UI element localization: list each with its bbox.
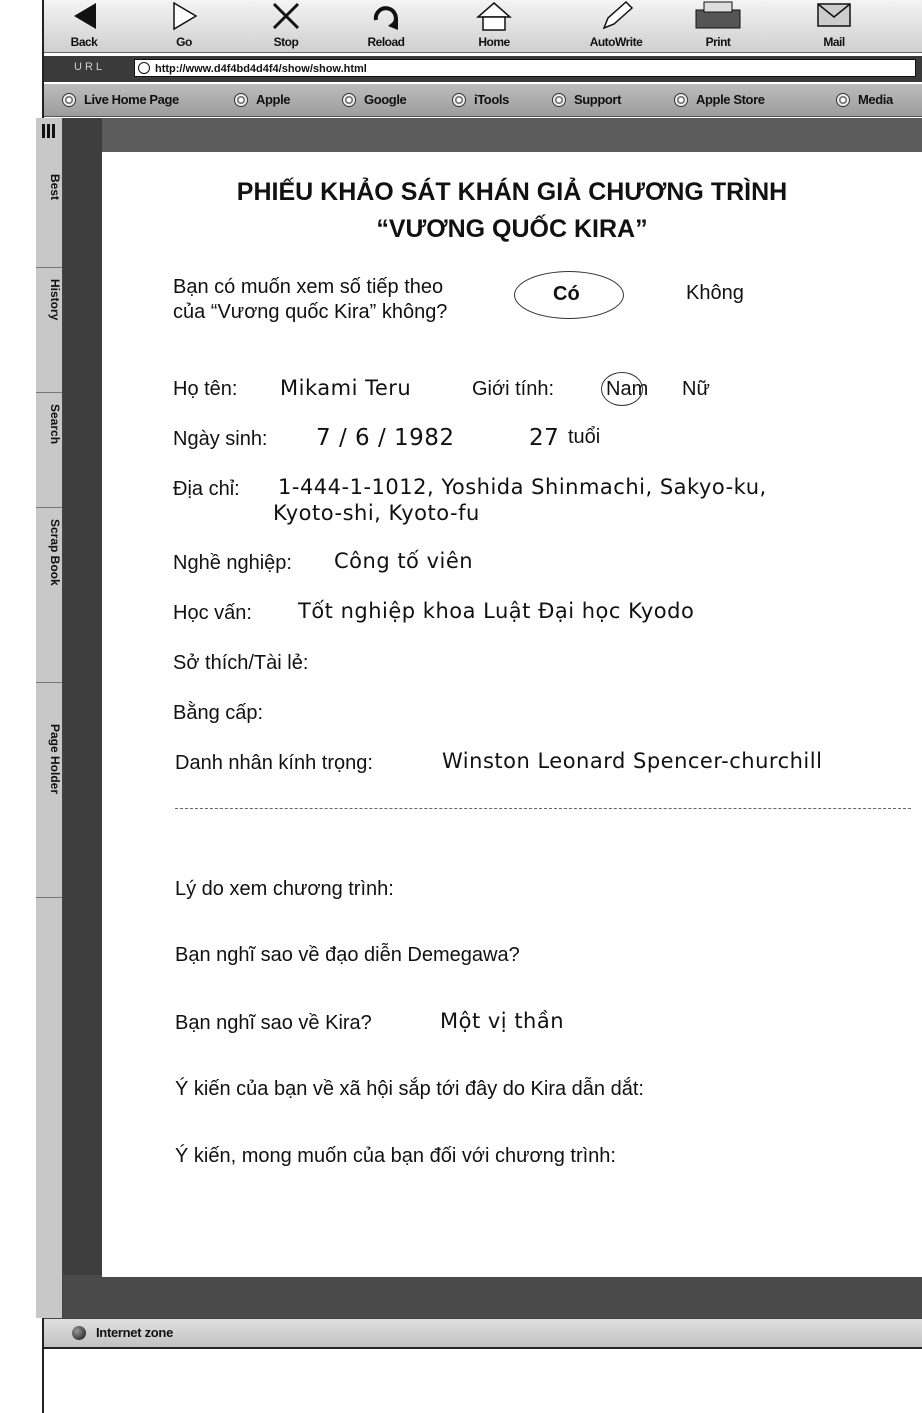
bookmark-icon — [674, 93, 688, 107]
answer-kira: Một vị thần — [440, 1009, 565, 1033]
url-label: URL — [74, 61, 106, 73]
bookmark-icon — [552, 93, 566, 107]
stop-icon — [266, 0, 306, 32]
reload-icon — [366, 0, 406, 32]
education-label: Học vấn: — [173, 602, 252, 624]
hobby-label: Sở thích/Tài lẻ: — [173, 652, 309, 674]
gender-male[interactable]: Nam — [606, 378, 649, 400]
admired-person-label: Danh nhân kính trọng: — [175, 752, 373, 774]
printer-icon — [692, 0, 744, 32]
gender-female[interactable]: Nữ — [682, 378, 710, 400]
browser-toolbar — [44, 0, 922, 53]
bookmark-icon — [342, 93, 356, 107]
bookmark-google[interactable]: Google — [342, 92, 406, 107]
age-number: 27 — [529, 425, 560, 451]
option-yes[interactable]: Có — [553, 283, 580, 305]
back-button[interactable]: Back — [44, 0, 124, 52]
status-bar — [44, 1318, 922, 1349]
envelope-icon — [814, 0, 854, 32]
back-arrow-icon — [64, 0, 104, 32]
bookmark-icon — [836, 93, 850, 107]
bookmark-itools[interactable]: iTools — [452, 92, 509, 107]
url-input[interactable] — [134, 59, 916, 77]
address-label: Địa chỉ: — [173, 478, 240, 500]
bookmark-apple-store[interactable]: Apple Store — [674, 92, 765, 107]
bookmark-media[interactable]: Media — [836, 92, 893, 107]
go-button[interactable]: Go — [144, 0, 224, 52]
dob-label: Ngày sinh: — [173, 428, 268, 450]
survey-title-line1: PHIẾU KHẢO SÁT KHÁN GIẢ CHƯƠNG TRÌNH — [236, 178, 788, 206]
question-director: Bạn nghĩ sao về đạo diễn Demegawa? — [175, 944, 520, 966]
certificate-label: Bằng cấp: — [173, 702, 264, 724]
explorer-sidebar — [36, 118, 63, 1318]
bookmark-support[interactable]: Support — [552, 92, 621, 107]
question-wishes: Ý kiến, mong muốn của bạn đối với chương trình: — [175, 1145, 616, 1167]
sidebar-tab-best[interactable]: Best — [36, 168, 62, 268]
bookmark-icon — [234, 93, 248, 107]
sidebar-tab-page-holder[interactable]: Page Holder — [36, 718, 62, 898]
content-bottom-edge — [62, 1275, 922, 1319]
sidebar-tab-search[interactable]: Search — [36, 398, 62, 508]
go-arrow-icon — [164, 0, 204, 32]
dob-value: 7 / 6 / 1982 — [316, 425, 455, 451]
globe-icon — [138, 62, 150, 74]
sidebar-tab-history[interactable]: History — [36, 273, 62, 393]
print-button[interactable]: Print — [678, 0, 758, 52]
pencil-icon — [596, 0, 636, 32]
url-text: http://www.d4f4bd4d4f4/show/show.html — [155, 63, 367, 75]
education-value: Tốt nghiệp khoa Luật Đại học Kyodo — [298, 599, 695, 623]
zone-icon — [72, 1326, 86, 1340]
section-divider — [175, 808, 911, 809]
content-shadow — [62, 118, 102, 1298]
option-no[interactable]: Không — [686, 282, 744, 304]
grip-icon — [41, 124, 55, 138]
address-line1: 1-444-1-1012, Yoshida Shinmachi, Sakyo-ku, — [278, 475, 767, 499]
question-kira: Bạn nghĩ sao về Kira? — [175, 1012, 372, 1034]
survey-title-line2: “VƯƠNG QUỐC KIRA” — [376, 215, 648, 243]
bookmark-icon — [62, 93, 76, 107]
name-value: Mikami Teru — [280, 376, 412, 400]
address-bar — [44, 56, 922, 82]
favorites-bar — [44, 84, 922, 117]
question-next-issue-line2: của “Vương quốc Kira” không? — [173, 301, 448, 323]
stop-button[interactable]: Stop — [246, 0, 326, 52]
question-next-issue-line1: Bạn có muốn xem số tiếp theo — [173, 276, 444, 298]
home-icon — [474, 0, 514, 32]
question-reason: Lý do xem chương trình: — [175, 878, 394, 900]
gender-label: Giới tính: — [472, 378, 555, 400]
occupation-value: Công tố viên — [334, 549, 474, 573]
mail-button[interactable]: Mail — [794, 0, 874, 52]
address-line2: Kyoto-shi, Kyoto-fu — [273, 501, 480, 525]
home-button[interactable]: Home — [454, 0, 534, 52]
age-unit: tuổi — [568, 426, 601, 448]
status-text: Internet zone — [96, 1325, 173, 1340]
sidebar-tab-scrap-book[interactable]: Scrap Book — [36, 513, 62, 683]
occupation-label: Nghề nghiệp: — [173, 552, 292, 574]
question-society: Ý kiến của bạn về xã hội sắp tới đây do Kira dẫn dắt: — [175, 1078, 644, 1100]
bookmark-apple[interactable]: Apple — [234, 92, 290, 107]
bookmark-icon — [452, 93, 466, 107]
autowrite-button[interactable]: AutoWrite — [576, 0, 656, 52]
bookmark-live-home-page[interactable]: Live Home Page — [62, 92, 179, 107]
name-label: Họ tên: — [173, 378, 238, 400]
reload-button[interactable]: Reload — [346, 0, 426, 52]
admired-person-value: Winston Leonard Spencer-churchill — [442, 749, 823, 773]
